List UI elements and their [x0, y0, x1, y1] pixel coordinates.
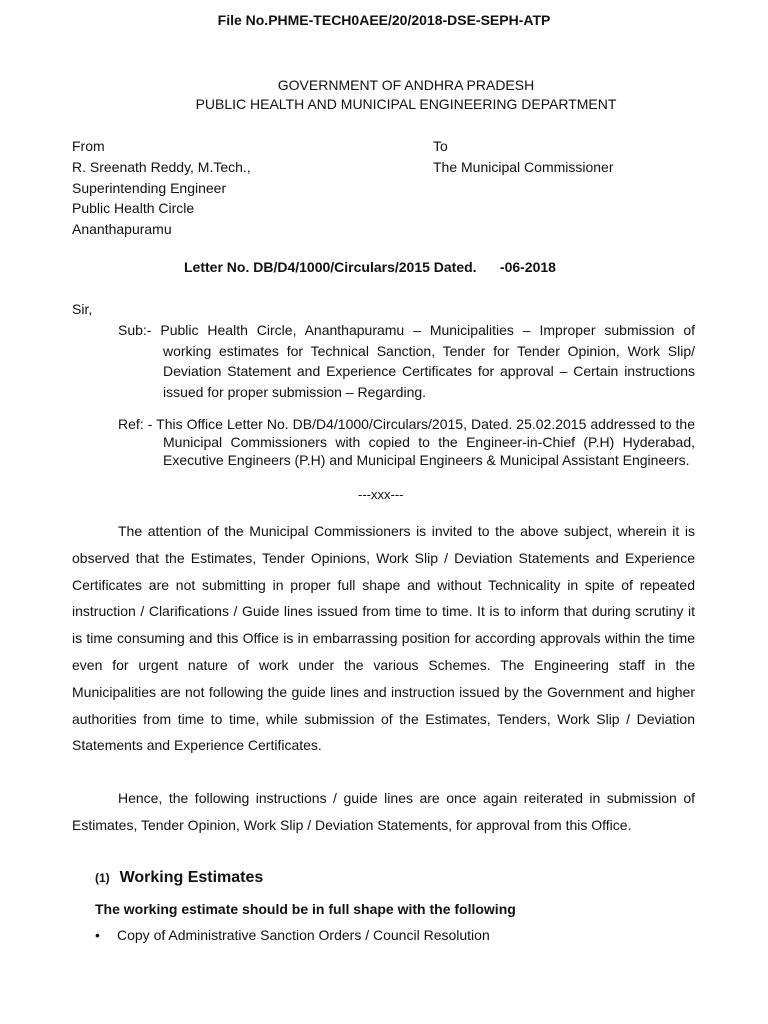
section-subheading: The working estimate should be in full shape with the following: [95, 901, 516, 917]
letterhead: [0, 76, 768, 114]
sender-designation: Superintending Engineer: [72, 179, 227, 196]
list-item-text: Copy of Administrative Sanction Orders / Council Resolution: [117, 927, 490, 943]
list-item: [95, 927, 490, 943]
body-paragraph-1: The attention of the Municipal Commissioners is invited to the above subject, wherein it is observed that the Estimates, Tender Opinions, Work Slip / Deviation Statements and Experience Certificates are not submitting in proper full shape and without Technicality in spite of repeated instruction / Clarifications / Guide lines issued from time to time. It is to inform that during scrutiny it is time consuming and this Office is in embarrassing position for according approvals within the time even for urgent nature of work under the various Schemes. The Engineering staff in the Municipalities are not following the guide lines and instruction issued by the Government and higher authorities from time to time, while submission of the Estimates, Tenders, Work Slip / Deviation Statements and Experience Certificates.: [72, 523, 695, 754]
reference: Ref: - This Office Letter No. DB/D4/1000/Circulars/2015, Dated. 25.02.2015 addressed to the Municipal Commissioners with copied to the Engineer-in-Chief (P.H) Hyderabad, Executive Engineers (P.H) and Municipal Engineers & Municipal Assistant Engineers.: [118, 416, 695, 468]
sender-location: Ananthapuramu: [72, 221, 172, 238]
from-label: From: [72, 138, 105, 154]
body-paragraph-2: Hence, the following instructions / guide lines are once again reiterated in submission of Estimates, Tender Opinion, Work Slip / Deviation Statements, for approval from this Office.: [72, 790, 695, 833]
section-number: (1): [95, 871, 110, 885]
bullet-icon: •: [95, 927, 100, 943]
section-title: Working Estimates: [119, 869, 264, 886]
sender-office: Public Health Circle: [72, 200, 195, 217]
to-block: [433, 136, 614, 178]
bullet-list: [95, 927, 490, 943]
salutation: Sir,: [72, 301, 93, 317]
file-number: File No.PHME-TECH0AEE/20/2018-DSE-SEPH-ATP: [217, 12, 551, 28]
recipient: The Municipal Commissioner: [433, 158, 614, 175]
subject: Sub:- Public Health Circle, Ananthapuramu – Municipalities – Improper submission of working estimates for Technical Sanction, Tender for Tender Opinion, Work Slip/ Deviation Statement and Experience Certificates for approval – Certain instructions issued for proper submission – Regarding.: [118, 322, 695, 400]
department-name: PUBLIC HEALTH AND MUNICIPAL ENGINEERING DEPARTMENT: [195, 96, 617, 112]
to-label: To: [433, 138, 448, 154]
letter-number: Letter No. DB/D4/1000/Circulars/2015 Dated. -06-2018: [184, 259, 556, 275]
sender-name: R. Sreenath Reddy, M.Tech.,: [72, 158, 251, 175]
government-name: GOVERNMENT OF ANDHRA PRADESH: [277, 77, 535, 93]
from-block: [72, 136, 251, 240]
section-heading: [95, 869, 263, 887]
separator: ---xxx---: [358, 487, 404, 502]
